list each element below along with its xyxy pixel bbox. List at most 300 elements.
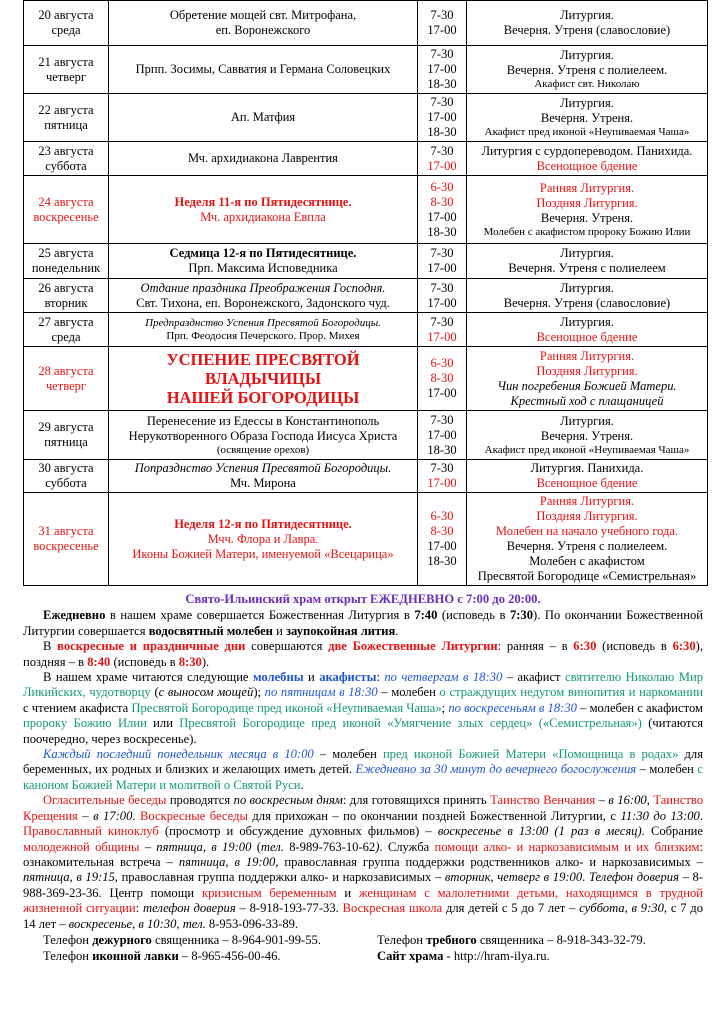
service-line: Пресвятой Богородице «Семистрельная» xyxy=(477,569,697,583)
date-cell xyxy=(24,142,109,176)
event-line: Ап. Матфия xyxy=(230,110,296,124)
service-line: Вечерня. Утреня (славословие) xyxy=(503,295,671,310)
text-run: ). По окончании Божественной Литургии совершается xyxy=(23,608,704,638)
text-run: о страждущих недугом винопития и наркомании xyxy=(439,685,703,700)
service-line: Литургия. xyxy=(560,413,614,428)
event-line: Попразднство Успения Пресвятой Богородицы. xyxy=(134,461,392,475)
event-line: Перенесение из Едессы в Константинополь xyxy=(146,413,380,428)
services-cell xyxy=(467,176,708,244)
time-cell xyxy=(418,46,467,94)
date-day: 20 августа xyxy=(38,8,94,22)
text-run: и xyxy=(303,670,320,685)
service-time: 18-30 xyxy=(427,554,457,568)
text-run: пятница, в 19:00 xyxy=(178,854,276,869)
service-priest-phone xyxy=(377,933,646,948)
text-run: помощи алко- и наркозависимым и их близким xyxy=(434,839,700,854)
service-time: 8-30 xyxy=(430,371,454,385)
text-run: воскресные и праздничные дни xyxy=(57,639,246,654)
service-time: 17-00 xyxy=(427,110,457,124)
text-run: : ранняя – в xyxy=(497,639,574,654)
service-line: Молебен с акафистом пророку Божию Илии xyxy=(483,225,691,238)
text-run: 7:30 xyxy=(509,608,534,623)
time-cell xyxy=(418,244,467,279)
text-run: , православная группа поддержки алко- и наркозависимых – xyxy=(114,870,445,885)
text-run: ). xyxy=(201,654,210,669)
notes-paragraph xyxy=(23,608,703,639)
text-run: 6:30 xyxy=(672,639,696,654)
text-run: – молебен xyxy=(636,762,698,777)
service-line: Всенощное бдение xyxy=(536,329,638,344)
website-link[interactable] xyxy=(377,949,550,964)
service-time: 17-00 xyxy=(427,295,457,310)
event-line: (освящение орехов) xyxy=(216,443,310,456)
text-run: Сайт храма xyxy=(377,949,444,964)
text-run: пятница, в 19:00 xyxy=(156,839,252,854)
text-run: по воскресеньям в 18:30 xyxy=(448,700,577,715)
weekday: суббота xyxy=(45,476,87,490)
text-run: 8-989-763-10-62 xyxy=(283,839,376,854)
event-cell xyxy=(109,460,418,493)
table-row xyxy=(24,279,708,313)
text-run: ( xyxy=(251,839,261,854)
table-row xyxy=(24,347,708,411)
text-run: . xyxy=(300,777,304,792)
text-run: с выносом мощей xyxy=(158,685,254,700)
service-line: Молебен с акафистом xyxy=(529,554,645,568)
text-run: две Божественные Литургии xyxy=(328,639,498,654)
time-cell xyxy=(418,1,467,46)
text-run: : ознакомительная встреча – xyxy=(23,839,703,869)
table-row xyxy=(24,142,708,176)
event-cell xyxy=(109,347,418,411)
text-run: пятница, в 19:15 xyxy=(23,870,115,885)
text-run: , xyxy=(646,793,654,808)
service-line: Литургия. xyxy=(560,246,614,260)
services-cell xyxy=(467,142,708,176)
event-line: УСПЕНИЕ ПРЕСВЯТОЙ ВЛАДЫЧИЦЫ xyxy=(166,350,360,388)
text-run: водосвятный молебен xyxy=(148,623,273,638)
service-time: 7-30 xyxy=(430,280,454,295)
date-day: 26 августа xyxy=(38,280,94,295)
text-run: , xyxy=(176,916,183,931)
service-time: 17-00 xyxy=(427,261,457,275)
text-run: – акафист xyxy=(502,670,565,685)
weekday: понедельник xyxy=(31,261,101,275)
opening-hours-heading: Свято-Ильинский храм открыт ЕЖЕДНЕВНО с 7:00 до 20:00. xyxy=(185,592,541,606)
event-line: Мч. архидиакона Евпла xyxy=(200,209,326,224)
date-day: 29 августа xyxy=(38,420,94,434)
service-line: Вечерня. Утреня с полиелеем. xyxy=(506,63,668,77)
date-day: 25 августа xyxy=(38,246,94,260)
event-line: Прпп. Зосимы, Савватия и Германа Соловецких xyxy=(135,62,391,76)
event-cell xyxy=(109,46,418,94)
text-run: заупокойная лития xyxy=(285,623,396,638)
service-time: 7-30 xyxy=(430,412,454,427)
date-day: 30 августа xyxy=(38,461,94,475)
text-run: вторник, четверг в 19:00 xyxy=(444,870,583,885)
service-time: 17-00 xyxy=(427,209,457,224)
text-run: Телефон xyxy=(43,949,93,964)
text-run: женщинам с малолетними детьми, находящимся в трудной жизненной ситуации xyxy=(23,885,703,916)
text-run: совершаются xyxy=(245,639,329,654)
text-run: . xyxy=(132,808,140,823)
weekday: четверг xyxy=(45,69,87,84)
date-cell xyxy=(24,176,109,244)
time-cell xyxy=(418,411,467,460)
service-line: Акафист пред иконой «Неупиваемая Чаша» xyxy=(484,443,690,456)
text-run: 8:30 xyxy=(178,654,202,669)
service-line: Литургия. xyxy=(560,48,614,62)
contacts-row xyxy=(23,933,703,948)
text-run: ); xyxy=(253,685,265,700)
text-run: . xyxy=(699,808,704,823)
service-line: Ранняя Литургия. xyxy=(539,180,635,195)
text-run: пророку Божию Илии xyxy=(23,716,147,731)
text-run: кризисным беременным xyxy=(201,885,337,900)
event-cell xyxy=(109,176,418,244)
text-run: дежурного xyxy=(92,932,152,947)
text-run: молодежной общины xyxy=(23,839,140,854)
text-run: 11:30 до 13:00 xyxy=(620,808,700,823)
text-run: с чтением акафиста xyxy=(23,700,132,715)
table-row xyxy=(24,460,708,493)
service-line: Вечерня. Утреня (славословие) xyxy=(503,23,671,37)
service-time: 17-00 xyxy=(427,386,457,400)
text-run: ) xyxy=(375,839,380,854)
event-line: Обретение мощей свт. Митрофана, xyxy=(169,8,357,22)
services-cell xyxy=(467,493,708,586)
text-run: в 16:00 xyxy=(608,793,647,808)
event-cell xyxy=(109,411,418,460)
service-time: 7-30 xyxy=(430,314,454,329)
service-line: Литургия с сурдопереводом. Панихида. xyxy=(481,143,693,158)
service-line: Литургия. xyxy=(560,280,614,295)
weekday: суббота xyxy=(45,158,87,173)
service-time: 8-30 xyxy=(430,194,454,209)
date-day: 27 августа xyxy=(38,314,94,329)
service-time: 8-30 xyxy=(430,524,454,538)
text-run: – молебен xyxy=(377,685,440,700)
service-line: Вечерня. Утреня с полиелеем. xyxy=(506,539,668,553)
text-run: 6:30 xyxy=(573,639,597,654)
text-run: Телефон доверия xyxy=(588,870,679,885)
service-time: 17-00 xyxy=(427,476,457,490)
service-time: 7-30 xyxy=(430,246,454,260)
event-line: Прп. Феодосия Печерского. Прор. Михея xyxy=(166,329,360,342)
text-run: – 8-965-456-00-46. xyxy=(178,949,281,964)
text-run: – молебен xyxy=(313,747,383,762)
event-cell xyxy=(109,94,418,142)
text-run: ), поздняя – в xyxy=(23,639,703,669)
text-run: В xyxy=(43,639,58,654)
date-day: 28 августа xyxy=(38,363,94,378)
text-run: тел. xyxy=(260,839,284,854)
table-row xyxy=(24,46,708,94)
service-time: 7-30 xyxy=(430,8,454,22)
text-run: для детей с 5 до 7 лет – xyxy=(442,901,580,916)
service-line: Вечерня. Утреня с полиелеем xyxy=(508,261,666,275)
text-run: ( xyxy=(150,685,159,700)
service-time: 17-00 xyxy=(427,329,457,344)
text-run: . Служба xyxy=(379,839,435,854)
text-run: телефон доверия xyxy=(142,901,236,916)
service-time: 7-30 xyxy=(430,143,454,158)
date-cell xyxy=(24,244,109,279)
service-line: Молебен на начало учебного года. xyxy=(495,524,679,538)
event-line: Седмица 12-я по Пятидесятнице. xyxy=(169,246,357,260)
service-line: Поздняя Литургия. xyxy=(536,363,638,378)
services-cell xyxy=(467,347,708,411)
text-run: пред иконой Божией Матери «Помощница в родах» xyxy=(382,747,679,762)
weekday: воскресенье xyxy=(33,209,99,224)
weekday: вторник xyxy=(44,295,88,310)
service-line: Литургия. Панихида. xyxy=(530,461,644,475)
text-run: священника – 8-918-343-32-79. xyxy=(476,932,646,947)
date-day: 31 августа xyxy=(38,524,94,538)
text-run: по четвергам в 18:30 xyxy=(384,670,503,685)
text-run: В нашем храме читаются следующие xyxy=(43,670,253,685)
service-time: 17-00 xyxy=(427,62,457,76)
text-run: или xyxy=(146,716,180,731)
text-run: – 8-918-193-77-33. xyxy=(235,901,343,916)
event-line: Свт. Тихона, еп. Воронежского, Задонского чуд. xyxy=(136,295,390,310)
time-cell xyxy=(418,176,467,244)
notes-paragraph xyxy=(23,670,703,747)
text-run: – xyxy=(595,793,609,808)
text-run: воскресенье в 13:00 (1 раз в месяц) xyxy=(437,824,642,839)
icon-shop-phone xyxy=(23,949,377,964)
text-run: , православная группа поддержки родственников алко- и наркозависимых – xyxy=(275,854,703,869)
text-run: 8:40 xyxy=(87,654,111,669)
event-line: Мч. архидиакона Лаврентия xyxy=(188,151,338,165)
event-line: еп. Воронежского xyxy=(215,23,311,37)
text-run: святителю Николаю Мир Ликийских, чудотворцу xyxy=(23,670,704,700)
service-time: 18-30 xyxy=(427,125,457,139)
church-notes xyxy=(23,592,703,965)
text-run: и xyxy=(272,623,286,638)
table-row xyxy=(24,94,708,142)
text-run: Ежедневно за 30 минут до вечернего богослужения xyxy=(355,762,637,777)
service-time: 18-30 xyxy=(427,224,457,239)
weekday: пятница xyxy=(44,117,88,132)
time-cell xyxy=(418,493,467,586)
service-time: 7-30 xyxy=(430,461,454,475)
text-run: иконной лавки xyxy=(92,949,179,964)
services-cell xyxy=(467,411,708,460)
event-cell xyxy=(109,1,418,46)
time-cell xyxy=(418,94,467,142)
services-cell xyxy=(467,244,708,279)
service-line: Поздняя Литургия. xyxy=(536,509,638,523)
text-run: . xyxy=(582,870,589,885)
text-run: (исповедь в xyxy=(596,639,673,654)
table-row xyxy=(24,313,708,347)
services-cell xyxy=(467,1,708,46)
table-row xyxy=(24,244,708,279)
service-time: 18-30 xyxy=(427,442,457,457)
text-run: Телефон xyxy=(43,932,93,947)
service-time: 17-00 xyxy=(427,539,457,553)
text-run: (просмотр и обсуждение духовных фильмов) – xyxy=(158,824,438,839)
event-line: Иконы Божией Матери, именуемой «Всецарица» xyxy=(132,546,394,561)
service-schedule-table xyxy=(23,0,708,586)
event-line: Прп. Максима Исповедника xyxy=(188,261,338,275)
services-cell xyxy=(467,94,708,142)
text-run: : для готовящихся принять xyxy=(342,793,491,808)
text-run: для беременных, их родных и близких и желающих иметь детей. xyxy=(23,747,703,777)
text-run: . Собрание xyxy=(641,824,704,839)
text-run: Воскресная школа xyxy=(342,901,443,916)
table-row xyxy=(24,411,708,460)
service-line: Ранняя Литургия. xyxy=(539,348,635,363)
event-line: Мч. Мирона xyxy=(230,476,296,490)
date-cell xyxy=(24,94,109,142)
table-row xyxy=(24,176,708,244)
service-line: Вечерня. Утреня. xyxy=(540,428,634,443)
text-run: - http://hram-ilya.ru. xyxy=(443,949,550,964)
table-row xyxy=(24,493,708,586)
text-run: (исповедь в xyxy=(437,608,510,623)
event-cell xyxy=(109,279,418,313)
service-line: Вечерня. Утреня. xyxy=(540,111,634,125)
text-run: Пресвятой Богородице пред иконой «Неупиваемая Чаша» xyxy=(131,700,442,715)
service-time: 17-00 xyxy=(427,427,457,442)
text-run: , с 7 до 14 лет – xyxy=(23,901,704,931)
text-run: ; xyxy=(441,700,449,715)
services-cell xyxy=(467,46,708,94)
weekday: воскресенье xyxy=(33,539,99,553)
event-cell xyxy=(109,244,418,279)
date-day: 23 августа xyxy=(38,143,94,158)
service-time: 18-30 xyxy=(427,77,457,91)
date-day: 24 августа xyxy=(38,194,94,209)
service-line: Акафист свт. Николаю xyxy=(534,78,640,90)
contacts-row xyxy=(23,949,703,964)
notes-paragraph xyxy=(23,639,703,670)
text-run: тел. xyxy=(182,916,206,931)
weekday: четверг xyxy=(45,378,87,393)
duty-priest-phone xyxy=(23,933,377,948)
service-line: Литургия. xyxy=(560,8,614,22)
text-run: – xyxy=(139,839,157,854)
date-cell xyxy=(24,313,109,347)
service-time: 17-00 xyxy=(427,23,457,37)
date-day: 21 августа xyxy=(38,54,94,69)
text-run: в нашем храме совершается Божественная Литургия в xyxy=(105,608,415,623)
text-run: 8-953-096-33-89. xyxy=(205,916,299,931)
date-cell xyxy=(24,46,109,94)
text-run: молебны xyxy=(252,670,304,685)
event-cell xyxy=(109,313,418,347)
service-line: Всенощное бдение xyxy=(536,476,638,490)
date-cell xyxy=(24,347,109,411)
date-cell xyxy=(24,460,109,493)
text-run: Ежедневно xyxy=(43,608,106,623)
text-run: воскресенье, в 10:30 xyxy=(68,916,177,931)
text-run: – xyxy=(77,808,94,823)
event-line: Нерукотворенного Образа Господа Иисуса Христа xyxy=(128,428,398,443)
service-time: 7-30 xyxy=(430,95,454,109)
text-run: 7:40 xyxy=(414,608,438,623)
date-cell xyxy=(24,279,109,313)
text-run: Таинство Венчания xyxy=(490,793,596,808)
time-cell xyxy=(418,347,467,411)
text-run: – 8-988-369-23-36. Центр помощи xyxy=(23,870,704,900)
text-run: Православный киноклуб xyxy=(23,824,159,839)
service-line: Акафист пред иконой «Неупиваемая Чаша» xyxy=(484,126,690,138)
service-line: Чин погребения Божией Матери. xyxy=(497,378,677,393)
weekday: среда xyxy=(51,23,81,37)
service-line: Ранняя Литургия. xyxy=(539,494,635,508)
text-run: проводятся xyxy=(166,793,234,808)
text-run: (читаются поочередно, через воскресенье). xyxy=(23,716,703,746)
text-run: Огласительные беседы xyxy=(43,793,167,808)
event-cell xyxy=(109,142,418,176)
notes-paragraph xyxy=(23,793,703,932)
time-cell xyxy=(418,142,467,176)
text-run: акафисты xyxy=(319,670,377,685)
time-cell xyxy=(418,279,467,313)
text-run: Каждый последний понедельник месяца в 10:00 xyxy=(43,747,314,762)
text-run: Таинство Крещения xyxy=(23,793,704,823)
service-time: 7-30 xyxy=(430,47,454,61)
text-run: : xyxy=(376,670,385,685)
text-run: и xyxy=(336,885,359,900)
text-run: с каноном Божией Матери и молитвой о Святой Руси xyxy=(23,762,703,792)
date-cell xyxy=(24,493,109,586)
weekday: среда xyxy=(51,329,81,344)
text-run: – молебен с акафистом xyxy=(576,700,703,715)
notes-paragraph xyxy=(23,747,703,793)
service-line: Крестный ход с плащаницей xyxy=(510,393,664,408)
service-line: Поздняя Литургия. xyxy=(536,195,638,210)
text-run: по воскресным дням xyxy=(233,793,343,808)
text-run: в 17:00 xyxy=(93,808,133,823)
time-cell xyxy=(418,460,467,493)
text-run: Воскресные беседы xyxy=(140,808,248,823)
text-run: Телефон xyxy=(377,932,427,947)
service-line: Литургия. xyxy=(560,96,614,110)
service-time: 6-30 xyxy=(430,509,454,523)
date-day: 22 августа xyxy=(38,102,94,117)
text-run: для прихожан – по окончании поздней Божественной Литургии, с xyxy=(247,808,621,823)
service-time: 6-30 xyxy=(430,179,454,194)
service-line: Вечерня. Утреня. xyxy=(540,210,634,225)
service-line: Литургия. xyxy=(560,314,614,329)
text-run: священника – 8-964-901-99-55. xyxy=(151,932,321,947)
date-cell xyxy=(24,411,109,460)
text-run: (исповедь в xyxy=(110,654,179,669)
table-row xyxy=(24,1,708,46)
weekday: пятница xyxy=(44,435,88,449)
text-run: . xyxy=(395,623,399,638)
text-run: : xyxy=(135,901,143,916)
event-line: Неделя 12-я по Пятидесятнице. xyxy=(174,516,352,531)
event-line: Мчч. Флора и Лавра. xyxy=(207,531,319,546)
event-line: Отдание праздника Преображения Господня. xyxy=(140,280,386,295)
service-line: Всенощное бдение xyxy=(536,158,638,173)
event-cell xyxy=(109,493,418,586)
time-cell xyxy=(418,313,467,347)
text-run: Пресвятой Богородице пред иконой «Умягчение злых сердец» («Семистрельная») xyxy=(179,716,642,731)
text-run: суббота, в 9:30 xyxy=(579,901,664,916)
text-run: требного xyxy=(426,932,477,947)
event-line: Предпразднство Успения Пресвятой Богородицы. xyxy=(145,316,381,329)
date-cell xyxy=(24,1,109,46)
service-time: 6-30 xyxy=(430,356,454,370)
services-cell xyxy=(467,313,708,347)
services-cell xyxy=(467,460,708,493)
